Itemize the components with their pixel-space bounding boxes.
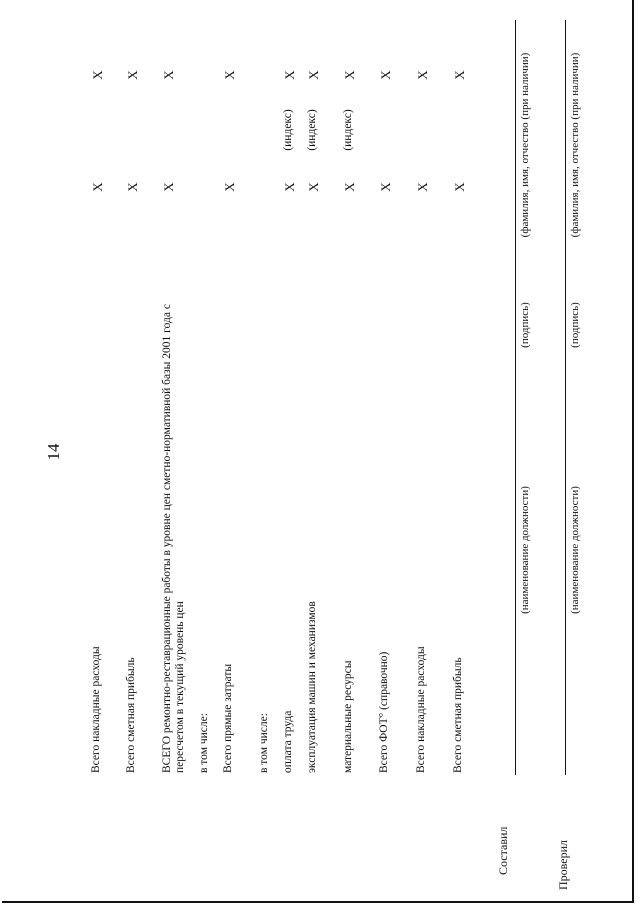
cross-mark: Х: [342, 182, 357, 192]
row-overhead-costs-2: [415, 0, 445, 905]
row-machine-operation: [306, 0, 336, 905]
cross-mark: Х: [415, 182, 430, 192]
name-caption: (фамилия, имя, отчество (при наличии): [519, 52, 531, 238]
cross-mark: Х: [161, 182, 176, 192]
row-label: Всего прямые затраты: [222, 663, 234, 773]
position-caption: (наименование должности): [569, 486, 581, 614]
index-label: (индекс): [306, 109, 318, 151]
cross-mark: Х: [306, 70, 321, 80]
cross-mark: Х: [282, 182, 297, 192]
name-caption: (фамилия, имя, отчество (при наличии): [569, 52, 581, 238]
row-total-restoration: [161, 0, 191, 905]
position-caption: (наименование должности): [519, 486, 531, 614]
row-label: оплата труда: [282, 710, 294, 773]
cross-mark: Х: [342, 70, 357, 80]
cross-mark: Х: [125, 182, 140, 192]
row-label: в том числе:: [198, 713, 210, 773]
signature-label-compiled: Составил: [496, 826, 510, 875]
row-payroll-fund: [378, 0, 408, 905]
cross-mark: Х: [306, 182, 321, 192]
row-label: материальные ресурсы: [342, 660, 354, 773]
cross-mark: Х: [282, 70, 297, 80]
signature-caption: (подпись): [569, 302, 581, 348]
cross-mark: Х: [452, 70, 467, 80]
cross-mark: Х: [125, 70, 140, 80]
row-label: Всего сметная прибыль: [125, 657, 137, 773]
row-label: Всего накладные расходы: [90, 646, 102, 773]
row-estimated-profit: [125, 0, 155, 905]
signature-caption: (подпись): [519, 302, 531, 348]
row-label: эксплуатация машин и механизмов: [306, 601, 318, 773]
cross-mark: Х: [161, 70, 176, 80]
row-direct-costs: [222, 0, 252, 905]
cross-mark: Х: [452, 182, 467, 192]
signature-line-checked: [565, 20, 566, 775]
cross-mark: Х: [90, 70, 105, 80]
row-label: Всего накладные расходы: [415, 646, 427, 773]
cross-mark: Х: [415, 70, 430, 80]
row-label: ВСЕГО ремонтно-реставрационные работы в уровне цен сметно-нормативной базы 2001 года с пересчетом в текущий уровень цен: [161, 304, 186, 773]
page-number: 14: [44, 443, 63, 461]
signature-line-compiled: [515, 20, 516, 775]
row-label: в том числе:: [258, 713, 270, 773]
row-estimated-profit-2: [452, 0, 482, 905]
index-label: (индекс): [342, 109, 354, 151]
row-overhead-costs: [90, 0, 120, 905]
row-label: Всего ФОТ° (справочно): [378, 651, 390, 773]
row-material-resources: [342, 0, 372, 905]
index-label: (индекс): [282, 109, 294, 151]
cross-mark: Х: [222, 70, 237, 80]
cross-mark: Х: [222, 182, 237, 192]
signature-label-checked: Проверил: [556, 840, 570, 890]
cross-mark: Х: [378, 182, 393, 192]
cross-mark: Х: [90, 182, 105, 192]
row-label: Всего сметная прибыль: [452, 657, 464, 773]
cross-mark: Х: [378, 70, 393, 80]
